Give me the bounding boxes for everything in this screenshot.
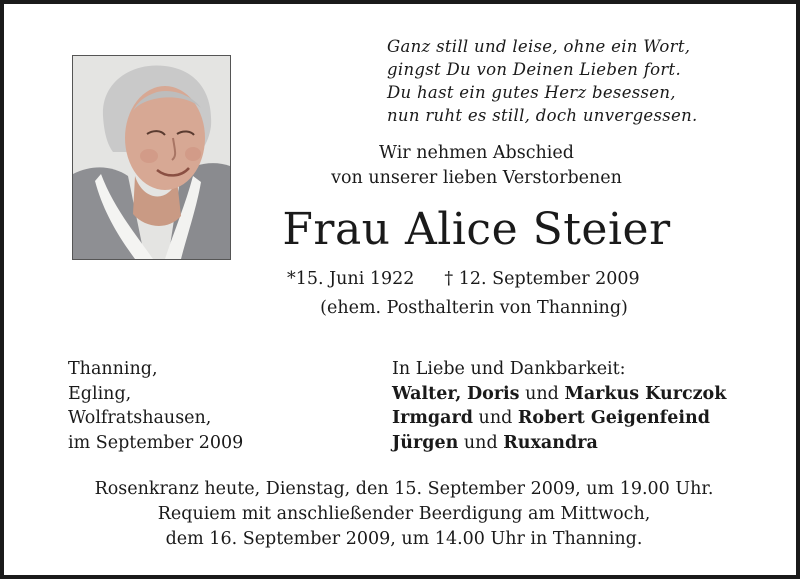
mourners-row-3 [392, 431, 726, 456]
burial-date-line: dem 16. September 2009, um 14.00 Uhr in Thanning. [165, 529, 643, 549]
portrait-photo [72, 55, 231, 260]
and-word: und [463, 432, 498, 453]
poem-line-4: nun ruht es still, doch unvergessen. [387, 106, 698, 125]
life-dates [287, 267, 640, 292]
mourners-row-2 [392, 406, 726, 431]
mourner-name: Doris [466, 383, 520, 404]
funeral-services [24, 477, 784, 552]
and-word: und [525, 383, 559, 404]
former-role: (ehem. Posthalterin von Thanning) [320, 298, 628, 318]
rosary-line: Rosenkranz heute, Dienstag, den 15. September 2009, um 19.00 Uhr. [94, 479, 714, 499]
place-line-4: im September 2009 [68, 432, 244, 453]
requiem-line: Requiem mit anschließender Beerdigung am Mittwoch, [157, 504, 651, 524]
poem-line-1: Ganz still und leise, ohne ein Wort, [387, 37, 691, 56]
mourners-row-1 [392, 382, 726, 407]
mourners-heading: In Liebe und Dankbarkeit: [392, 359, 626, 379]
birth-date: *15. Juni 1922 [287, 269, 415, 289]
mourner-name: Robert Geigenfeind [517, 408, 710, 428]
places-and-date [68, 357, 243, 455]
mourner-name: Markus Kurczok [564, 383, 727, 404]
farewell-intro [284, 141, 669, 191]
death-date: † 12. September 2009 [444, 269, 640, 289]
mourner-name: Walter [392, 383, 456, 404]
deceased-name: Frau Alice Steier [282, 204, 671, 255]
mourner-name: Irmgard [392, 408, 473, 428]
mourner-name: Jürgen [392, 432, 459, 453]
poem-line-3: Du hast ein gutes Herz besessen, [387, 83, 676, 102]
intro-line-2: von unserer lieben Verstorbenen [331, 168, 622, 188]
mourners-list [392, 357, 726, 455]
and-word: und [478, 408, 513, 428]
place-line-1: Thanning, [68, 359, 158, 379]
place-line-2: Egling, [68, 383, 132, 404]
poem-line-2: gingst Du von Deinen Lieben fort. [387, 60, 682, 79]
mourner-separator: , [455, 383, 462, 404]
intro-line-1: Wir nehmen Abschied [379, 143, 574, 163]
portrait-illustration [73, 56, 230, 259]
place-line-3: Wolfratshausen, [68, 408, 212, 428]
memorial-poem [387, 35, 747, 127]
mourner-name: Ruxandra [503, 432, 598, 453]
